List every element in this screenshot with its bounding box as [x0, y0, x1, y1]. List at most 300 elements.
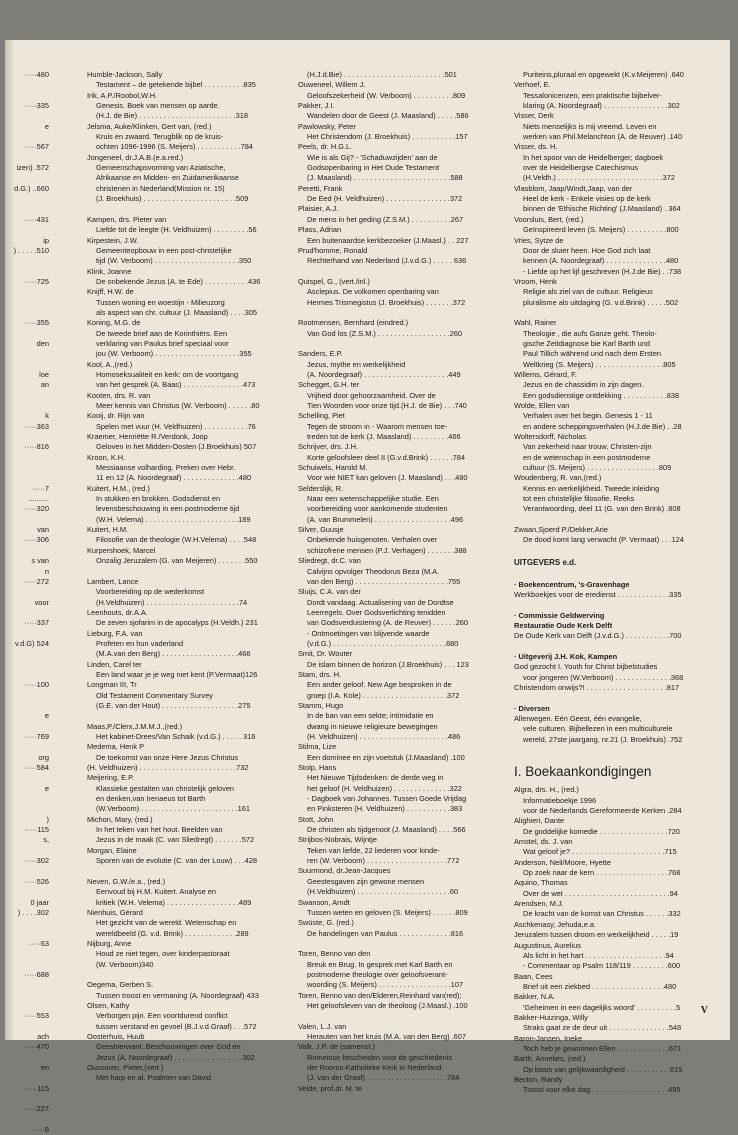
index-page-ref: v.d.G) 524 — [15, 638, 49, 648]
index-entry-author: Neven, G.W./e.a., (red.) — [87, 876, 166, 886]
line-spacer — [514, 745, 714, 755]
index-page-ref: ·····7 — [32, 483, 49, 493]
index-entry-author: Strijbos-Nobrais, Wijntje — [298, 835, 377, 845]
index-entry-title: verklaring van Paulus brief speciaal voor — [96, 338, 229, 348]
index-entry-author: Knijff, H.W. de — [87, 287, 134, 297]
index-entry-author: Pakker, J.I. — [298, 101, 335, 111]
index-entry-author: Medema, Henk P — [87, 742, 145, 752]
line-spacer — [514, 693, 714, 703]
index-entry-title: Theologie , die aufs Ganze geht. Theolo- — [523, 328, 657, 338]
line-spacer — [5, 1094, 49, 1104]
line-spacer — [5, 887, 49, 897]
line-spacer — [5, 991, 49, 1001]
index-entry-title: Korte geloofsleer deel II (G.v.d.Brink) . . . . . .784 — [307, 452, 466, 462]
line-spacer — [5, 866, 49, 876]
index-page-ref: ·····355 — [24, 318, 49, 328]
index-page-ref: ·····553 — [24, 1011, 49, 1021]
line-spacer — [514, 600, 714, 610]
index-entry-title: Het Nieuwe Tijdsdenken: de derde weg in — [307, 773, 444, 783]
index-page-ref: ip — [43, 235, 49, 245]
index-entry-author: Oussoren, Pieter,(vert.) — [87, 1063, 164, 1072]
index-page-ref: ·····100 — [24, 680, 49, 690]
index-entry-title: Wie is als Gij? - 'Schaduwzijden' aan de — [307, 152, 438, 162]
index-entry-title: Hermes Trismegistus (J. Broekhuis) . . . . . . .372 — [307, 297, 466, 307]
index-entry-author: Rootmensen, Bernhard (eindred.) — [298, 318, 409, 328]
index-entry-title: De tweede brief aan de Korinthiërs. Een — [96, 328, 228, 338]
index-entry-title: Over de wet . . . . . . . . . . . . . . . . . . . . . . . . . .94 — [523, 888, 678, 898]
index-entry-title: schizofrene mensen (P.J. Verhagen) . . . . . . .388 — [307, 545, 467, 555]
index-entry-author: Lieburg, F.A. van — [87, 628, 143, 638]
index-page-ref: ) — [46, 814, 49, 824]
index-entry-title: Vrijheid door gehoorzaamheid. Over de — [307, 390, 436, 400]
line-spacer — [5, 204, 49, 214]
index-entry-title: 'Geheimen in een dagelijks woord' . . . . . . . . . .5 — [523, 1002, 681, 1012]
index-entry-author: Leenhouts, dr.A.A. — [87, 607, 148, 617]
index-entry-author: Plaisier, A.J. — [298, 204, 339, 214]
index-entry-title: De handelingen van Paulus . . . . . . . . . . . . .816 — [307, 928, 464, 938]
index-entry-author: Kuitert, H.M. — [87, 525, 129, 535]
index-column-3 — [514, 70, 714, 1096]
section-heading: UITGEVERS e.d. — [514, 558, 577, 568]
line-spacer — [5, 629, 49, 639]
index-entry-title: en denken,van Irenaeus tot Barth — [96, 794, 206, 804]
index-entry-author: Meijering, E.P. — [87, 773, 135, 783]
index-entry-author: Verhoef, E. — [514, 80, 551, 90]
index-entry-title: over de Heidelbergse Catechismus — [523, 163, 639, 173]
index-entry-title: voorbereiding voor aankomende studenten — [307, 504, 448, 514]
index-entry-title: Voor wie NIET kan geloven (J. Maasland) . . .480 — [307, 473, 468, 483]
index-entry-author: Schegget, G.H. ter — [298, 380, 360, 390]
index-entry-author: Stott, John — [298, 814, 334, 824]
index-entry-title: Old Testament Commentary Survey — [96, 690, 213, 700]
index-page-ref: van — [37, 525, 49, 535]
index-entry-author: Ouweneel, Willem J. — [298, 80, 366, 90]
line-spacer — [5, 918, 49, 928]
index-entry-title: Onzalig Jeruzalem (G. van Meijeren) . . . . . . .550 — [96, 556, 258, 566]
index-entry-title: Kennis en werkelijkheid. Tweede inleiding — [523, 483, 660, 493]
index-entry-author: Becton, Randy — [514, 1074, 563, 1084]
line-spacer — [514, 546, 714, 556]
line-spacer — [514, 515, 714, 525]
index-entry-author: Stolp, Hans — [298, 763, 337, 773]
publisher-heading: · Uitgeverij J.H. Kok, Kampen — [514, 651, 618, 661]
line-spacer — [5, 701, 49, 711]
index-entry-author: Schrijver, drs. J.H. — [298, 442, 358, 452]
line-spacer — [298, 308, 494, 318]
line-spacer — [5, 846, 49, 856]
index-entry-author: Kroon, K.H. — [87, 452, 126, 462]
index-page-ref: den — [36, 338, 49, 348]
index-entry-title: Weltkrieg (S. Meijers) . . . . . . . . . . . . . . . . .805 — [523, 359, 676, 369]
line-spacer — [5, 453, 49, 463]
index-entry-title: Filosofie van de theologie (W.H.Velema) . . . .548 — [96, 535, 257, 545]
index-entry-author: Kooten, drs. R. van — [87, 390, 151, 400]
index-page-ref: ·····115 — [24, 825, 49, 835]
index-entry-title: gische Zeitdiagnose bie Karl Barth und — [523, 338, 650, 348]
index-entry-title: groep (I.A. Kole) . . . . . . . . . . . . . . . . . . . . .372 — [307, 690, 460, 700]
index-entry-author: Jongeneel, dr.J.A.B.(e.a.red.) — [87, 152, 184, 162]
section-heading: I. Boekaankondigingen — [514, 764, 652, 780]
publisher-heading: · Boekencentrum, 's-Gravenhage — [514, 579, 630, 589]
index-entry-title: (W. Verboom)340 — [96, 959, 154, 969]
index-column-2 — [298, 70, 494, 1094]
publisher-heading: · Commissie Geldwerving — [514, 610, 605, 620]
line-spacer — [5, 111, 49, 121]
index-page-ref: ·····115 — [24, 1083, 49, 1093]
index-entry-title: De goddelijke komedie . . . . . . . . . . . . . . . . .720 — [523, 826, 680, 836]
index-entry-author: Baan, Cees — [514, 971, 553, 981]
index-entry-author: Bakker, N.A. — [514, 992, 556, 1002]
line-spacer — [5, 794, 49, 804]
index-entry-title: (W.Verboom) . . . . . . . . . . . . . . . . . . . . . . . .161 — [96, 804, 251, 814]
index-entry-title: voor de Nederlands Gereformeerde Kerken .284 — [523, 806, 682, 816]
index-entry-author: Morgan, Elaine — [87, 845, 137, 855]
line-spacer — [5, 298, 49, 308]
line-spacer — [5, 670, 49, 680]
line-spacer — [5, 329, 49, 339]
index-page-ref: d.G.) ..660 — [14, 183, 49, 193]
index-entry-title: wereldbeeld (G. v.d. Brink) . . . . . . . . . . . . .289 — [96, 928, 249, 938]
index-entry-title: Herauten van het kruis (M.A. van den Berg) .607 — [307, 1031, 466, 1041]
index-entry-title: Geloven in het Midden-Oosten (J.Broekhuis) 507 — [96, 442, 257, 452]
index-entry-title: Profeten en hun vaderland — [96, 638, 184, 648]
line-spacer — [5, 1022, 49, 1032]
index-entry-title: Geestverwant. Beschouwingen over God en — [96, 1042, 241, 1052]
index-entry-title: Paul Tillich während und nach dem Ersten — [523, 349, 662, 359]
line-spacer — [5, 391, 49, 401]
index-entry-author: Lambert, Lance — [87, 576, 139, 586]
index-entry-title: Romeinse bescheiden voor de geschiedenis — [307, 1052, 453, 1062]
index-entry-author: Irik, A.P./Roobol,W.H. — [87, 90, 158, 100]
index-entry-author: Vries, Sytze de — [514, 235, 564, 245]
index-entry-author: Christendom onwijs?! . . . . . . . . . . . . . . . . . . . .817 — [514, 682, 680, 692]
index-entry-title: Gemeenschapsvorming van Aziatische, — [96, 163, 226, 173]
index-entry-title: Met harp en al. Psalmen van David — [96, 1073, 212, 1083]
index-entry-title: Tussen weten en geloven (S. Meijers) . . . . . .809 — [307, 907, 468, 917]
index-page-ref: ·····480 — [24, 70, 49, 79]
index-entry-title: Verhalen over het begin. Genesis 1 - 11 — [523, 411, 653, 421]
index-entry-author: Toren, Benno van den — [298, 949, 371, 959]
index-entry-title: (H. Veldhuizen) . . . . . . . . . . . . . . . . . . . . . .486 — [307, 732, 461, 741]
index-page-ref: ·····8 — [32, 1125, 49, 1135]
index-page-ref: e — [44, 121, 49, 131]
index-entry-title: Wat geloof je? . . . . . . . . . . . . . . . . . . . . . . .715 — [523, 847, 677, 857]
line-spacer — [5, 980, 49, 990]
line-spacer — [5, 515, 49, 525]
index-entry-title: Puriteins,pluraal en opgewekt (K.v.Meijeren) .640 — [523, 70, 684, 79]
line-spacer — [298, 267, 494, 277]
index-entry-author: Visser, Derk — [514, 111, 554, 121]
index-entry-title: Geloofszekerheid (W. Verboom) . . . . . . . . . .809 — [307, 90, 466, 100]
index-entry-title: (H.Veldhuizen) . . . . . . . . . . . . . . . . . . . . . . .60 — [307, 887, 459, 897]
index-page-ref: 0 jaar — [30, 897, 49, 907]
index-entry-title: (M.A.van den Berg) . . . . . . . . . . . . . . . . . . .466 — [96, 649, 251, 659]
index-entry-title: Verantwoording, deel 11 (G. van den Brink) .808 — [523, 504, 681, 514]
line-spacer — [514, 569, 714, 579]
index-entry-title: Informatieboekje 1996 — [523, 795, 597, 805]
index-entry-title: ochten 1096-1996 (S. Meijers) . . . . . . . . . . .784 — [96, 142, 253, 152]
index-entry-author: Klink, Joanne — [87, 266, 132, 276]
index-entry-title: Een buitenaardse kerkbezoeker (J.Maasl.) . . 227 — [307, 235, 469, 245]
index-entry-author: Longman III, Tr — [87, 680, 137, 690]
index-page-ref: ·····567 — [24, 142, 49, 152]
index-entry-title: vele culturen. Bijbellezen in een multiculturele — [523, 724, 673, 734]
index-entry-author: Velde, prof.dr. M. te — [298, 1083, 363, 1093]
index-entry-author: Oosterhuis, Huub — [87, 1031, 145, 1041]
index-entry-title: Verborgen pijn. Een voortdurend conflict — [96, 1011, 228, 1021]
index-entry-title: Meer kennis van Christus (W. Verboom) . . . . . .80 — [96, 401, 260, 410]
line-spacer — [514, 642, 714, 652]
index-page-ref: ·····337 — [24, 618, 49, 628]
index-entry-title: dwang in nieuwe religieuze bewegingen — [307, 721, 438, 731]
index-entry-title: tot een christelijke filosofie. Reeks — [523, 494, 635, 504]
index-entry-title: tussen verstand en gevoel (B.J.v.d.Graaf) . . .572 — [96, 1021, 257, 1031]
line-spacer — [87, 711, 282, 721]
index-entry-title: Religie als ziel van de cultuur. Religieus — [523, 287, 653, 297]
index-page-ref: ·····725 — [24, 276, 49, 286]
index-entry-author: God gezocht I. Youth for Christ bijbelstudies — [514, 662, 658, 672]
line-spacer — [5, 91, 49, 101]
index-entry-author: Michon, Mary, (red.) — [87, 814, 153, 824]
line-spacer — [5, 153, 49, 163]
index-entry-author: Arendsen, M.J. — [514, 899, 564, 909]
index-entry-title: (H.J. de Bie) . . . . . . . . . . . . . . . . . . . . . . . .318 — [96, 111, 248, 121]
index-entry-author: Pawlowsky, Peter — [298, 121, 356, 131]
index-page-ref: ·····816 — [24, 442, 49, 452]
index-entry-title: Godsopenbaring in Het Oude Testament — [307, 163, 440, 173]
index-page-ref: voor — [34, 597, 49, 607]
index-entry-title: het geloof (H. Veldhuizen) . . . . . . . . . . . . . .322 — [307, 783, 462, 793]
index-entry-author: Barth, Annelies, (red.) — [514, 1054, 586, 1064]
index-entry-title: (A. van Brummelen) . . . . . . . . . . . . . . . . . . .496 — [307, 514, 464, 524]
line-spacer — [5, 691, 49, 701]
index-page-ref: loe — [39, 369, 49, 379]
index-entry-title: postmoderne theologie over geloofsverant- — [307, 969, 448, 979]
index-entry-author: Schelling, Piet — [298, 411, 345, 421]
line-spacer — [298, 1011, 494, 1021]
line-spacer — [5, 132, 49, 142]
index-entry-title: Voorbereiding op de wederkomst — [96, 587, 205, 597]
index-entry-title: - Commentaar op Psalm 118/119 . . . . . . . . .600 — [523, 961, 681, 971]
line-spacer — [5, 473, 49, 483]
index-entry-title: levensbeschouwing in een postmoderne tijd — [96, 504, 240, 514]
index-entry-author: Selderslijk, R. — [298, 483, 344, 493]
index-entry-title: Houd ze niet tegen, over kinderpastoraat — [96, 949, 230, 959]
line-spacer — [298, 939, 494, 949]
line-spacer — [5, 432, 49, 442]
index-entry-title: (A. Noordegraaf) . . . . . . . . . . . . . . . . . . . . .449 — [307, 369, 461, 379]
index-entry-author: Jelsma, Auke/Klinken, Gert van, (red.) — [87, 121, 212, 131]
publisher-heading: · Diversen — [514, 703, 550, 713]
index-entry-author: Maas,P./Clerx,J.M.M.J.,(red.) — [87, 721, 183, 731]
line-spacer — [5, 194, 49, 204]
index-entry-author: Sluijs, C.A. van der — [298, 587, 361, 597]
index-entry-author: Olsen, Kathy — [87, 1000, 130, 1010]
index-entry-title: Op zoek naar de kern . . . . . . . . . . . . . . . . . .768 — [523, 868, 681, 878]
index-page-ref: ·····302 — [24, 856, 49, 866]
index-entry-title: als aspect van chr. cultuur (J. Maasland) . . . .305 — [96, 307, 258, 317]
index-page-ref: ·····306 — [24, 535, 49, 545]
index-entry-author: Nijburg, Anne — [87, 938, 132, 948]
index-page-ref: ·····335 — [24, 101, 49, 111]
index-entry-author: Stilma, Lize — [298, 742, 337, 752]
index-entry-title: Wandelen door de Geest (J. Maasland) . . . . .586 — [307, 111, 469, 121]
index-entry-author: Humble-Jackson, Sally — [87, 70, 163, 79]
index-entry-author: Allerwegen. Eén Geest, één evangelie, — [514, 713, 642, 723]
index-entry-author: Peretti, Frank — [298, 183, 343, 193]
index-entry-title: Een dominee en zijn voetstuk (J.Maasland) .100 — [307, 752, 465, 762]
line-spacer — [298, 339, 494, 349]
index-entry-author: Willems, Gérard, F. — [514, 369, 577, 379]
index-entry-title: Straks gaat ze de deur uit . . . . . . . . . . . . . . .548 — [523, 1023, 682, 1033]
index-entry-author: Toren, Benno van den/Elderen,Reinhard van(red); — [298, 990, 462, 1000]
line-spacer — [5, 463, 49, 473]
index-page-ref: en — [40, 1063, 49, 1072]
index-entry-title: van Godsverduistering (A. de Reuver) . . . . . .260 — [307, 618, 469, 628]
line-spacer — [5, 360, 49, 370]
index-entry-title: klaring (A. Noordegraaf) . . . . . . . . . . . . . . . .302 — [523, 101, 680, 111]
line-spacer — [5, 722, 49, 732]
index-entry-title: (v.d.G.) . . . . . . . . . . . . . . . . . . . . . . . . . . . .680 — [307, 638, 459, 648]
index-entry-title: Jezus in de maak (C. van Sliedregt) . . . . . . .572 — [96, 835, 255, 845]
index-page-ref: ·····227 — [24, 1104, 49, 1114]
index-entry-author: Sliedregt, dr.C. van — [298, 556, 361, 566]
index-entry-title: Jezus en de chassidim in zijn dagen. — [523, 380, 644, 390]
index-entry-author: Peels, dr. H.G.L. — [298, 142, 353, 152]
line-spacer — [5, 773, 49, 783]
index-entry-title: Niets menselijks is mij vreemd. Leven en — [523, 121, 657, 131]
line-spacer — [5, 804, 49, 814]
index-entry-title: Breuk en Brug. In gesprek met Karl Barth en — [307, 959, 453, 969]
index-entry-title: cultuur (S. Meijers) . . . . . . . . . . . . . . . . . .809 — [523, 463, 672, 473]
index-entry-title: Spelen met vuur (H. Veldhuizen) . . . . . . . . . . .76 — [96, 421, 256, 431]
line-spacer — [5, 1115, 49, 1125]
index-entry-title: (G.E. van der Hout) . . . . . . . . . . . . . . . . . . .275 — [96, 700, 251, 710]
index-entry-title: (H.Veldh.) . . . . . . . . . . . . . . . . . . . . . . . . . .372 — [523, 173, 675, 183]
line-spacer — [5, 546, 49, 556]
index-entry-title: Testament – de getekende bijbel . . . . . . . . . .835 — [96, 80, 256, 90]
index-entry-title: - Liefde op het lijf geschreven (H.J.de Bie) . .738 — [523, 266, 682, 276]
index-entry-title: In het spoor van de Heidelberger; dagboek — [523, 152, 664, 162]
index-entry-author: Vroom, Henk — [514, 276, 557, 286]
index-entry-title: Gemeenteopbouw in een post-christelijke — [96, 245, 232, 255]
line-spacer — [5, 587, 49, 597]
index-entry-title: van het gesprek (A. Baas) . . . . . . . . . . . . . . .473 — [96, 380, 256, 390]
line-spacer — [5, 660, 49, 670]
index-page — [5, 40, 730, 1135]
index-entry-title: Teken van liefde, 22 liederen voor kinde- — [307, 845, 440, 855]
index-page-ref: org — [38, 752, 49, 762]
index-entry-title: (J. Maasland) . . . . . . . . . . . . . . . . . . . . . . . .588 — [307, 173, 463, 183]
index-page-ref: ·····431 — [24, 214, 49, 224]
index-entry-title: Genesis. Boek van mensen op aarde. — [96, 101, 220, 111]
index-entry-title: Tussen troost en vermaning (A. Noordegraaf) 433 — [96, 990, 259, 1000]
index-entry-title: Calvijns opvolger Theodorus Beza (M.A. — [307, 566, 440, 576]
line-spacer — [5, 949, 49, 959]
index-page-ref: ·····526 — [24, 876, 49, 886]
line-spacer — [5, 742, 49, 752]
index-entry-title: Op basis van gelijkwaardigheid . . . . . . . . . . .615 — [523, 1064, 683, 1074]
line-spacer — [5, 173, 49, 183]
index-entry-title: Leerregels. Over Godsverlichting tenidden — [307, 607, 446, 617]
index-entry-author: Algra, drs. H., (red.) — [514, 785, 579, 795]
index-entry-title: pluralisme als uitdaging (G. v.d.Brink) . . . . .502 — [523, 297, 679, 307]
index-entry-title: Jezus (A. Noordegraaf) . . . . . . . . . . . . . . . . .302 — [96, 1052, 255, 1062]
index-entry-title: jou (W. Verboom) . . . . . . . . . . . . . . . . . . . . .355 — [96, 349, 252, 359]
index-entry-author: Valk, J.P. de (samenst.) — [298, 1042, 375, 1052]
index-entry-title: (W.H. Velema) . . . . . . . . . . . . . . . . . . . . . . .189 — [96, 514, 251, 524]
index-entry-title: en Pinksteren (H. Veldhuizen) . . . . . . . . . . .383 — [307, 804, 463, 814]
index-entry-title: Klassieke gestalten van christelijk geloven — [96, 783, 235, 793]
index-entry-author: Wolde, Ellen van — [514, 401, 570, 410]
index-entry-title: In de ban van een sekte; intimidatie en — [307, 711, 434, 721]
index-entry-author: Prud'homme, Ronald — [298, 245, 368, 255]
index-entry-title: Kruis en zwaard. Terugblik op de kruis- — [96, 132, 224, 142]
index-entry-title: wereld, 27ste jaargang, nr.21 (J. Broekhuis) .752 — [523, 734, 683, 744]
index-entry-title: Asclepius. De volkomen openbaring van — [307, 287, 439, 297]
index-entry-author: Plass, Adrian — [298, 225, 342, 235]
index-entry-title: werken van Phil.Melanchton (A. de Reuver) .140 — [523, 132, 682, 142]
line-spacer — [5, 308, 49, 318]
index-page-ref: s van — [31, 556, 49, 566]
index-column-1 — [87, 70, 282, 1084]
index-entry-title: Tegen de stroom in - Waarom mensen toe- — [307, 421, 448, 431]
page-number: V — [700, 1005, 708, 1016]
line-spacer — [5, 256, 49, 266]
index-entry-title: - Dagboek van Johannes. Tussen Goede Vrijdag — [307, 794, 467, 804]
index-entry-author: Nienhuis, Gérard — [87, 907, 143, 917]
line-spacer — [87, 970, 282, 980]
index-entry-title: (J. Broekhuis) . . . . . . . . . . . . . . . . . . . . . . .509 — [96, 194, 249, 204]
line-spacer — [5, 80, 49, 90]
index-entry-title: tijd (W. Verboom) . . . . . . . . . . . . . . . . . . . . .350 — [96, 256, 252, 266]
index-entry-author: Woudenberg, R. van,(red.) — [514, 473, 602, 483]
index-entry-author: Wahl, Rainer — [514, 318, 557, 328]
index-entry-author: Koning, M.G. de — [87, 318, 141, 328]
index-page-ref: .......... — [28, 494, 49, 504]
index-entry-title: kennen (A. Noordegraaf) . . . . . . . . . . . . . . .480 — [523, 256, 679, 266]
index-entry-title: en andere scheppingsverhalen (H.J.de Bie) . .28 — [523, 421, 682, 431]
line-spacer — [5, 401, 49, 411]
index-entry-author: De Oude Kerk van Delft (J.v.d.G.) . . . . . . . . . . .700 — [514, 631, 682, 641]
index-entry-author: Sanders, E.P. — [298, 349, 343, 359]
index-entry-title: 11 en 12 (A. Noordegraaf) . . . . . . . . . . . . . .480 — [96, 473, 252, 483]
index-entry-author: Alighieri, Dante — [514, 816, 565, 826]
index-entry-title: De zeven sjofarim in de apocalyps (H.Veldh.) 231 — [96, 618, 258, 628]
index-entry-title: woording (S. Meijers) . . . . . . . . . . . . . . . . . .107 — [307, 980, 464, 990]
line-spacer — [5, 1053, 49, 1063]
index-page-ref: ·····363 — [24, 421, 49, 431]
index-entry-title: Toch heb je gewonnen Ellen . . . . . . . . . . . . .671 — [523, 1043, 682, 1053]
index-entry-title: Afrikaanse en Midden- en Zuidamerikaanse — [96, 173, 239, 183]
line-spacer — [5, 225, 49, 235]
line-spacer — [87, 567, 282, 577]
index-page-ref: ach — [37, 1031, 49, 1041]
index-page-ref: ·····272 — [24, 576, 49, 586]
index-page-ref: e — [44, 783, 49, 793]
index-entry-title: Een land waar je je weg niet kent (P.Vermaat)126 — [96, 669, 258, 679]
index-entry-title: De onbekende Jezus (A. te Ede) . . . . . . . . . . .436 — [96, 276, 261, 286]
index-entry-author: Smit, Dr. Wouter — [298, 649, 353, 659]
index-entry-author: Anderson, Neil/Moore, Hyette — [514, 857, 611, 867]
index-entry-title: Geestesgaven zijn gewone mensen — [307, 876, 425, 886]
index-entry-author: Baron-Jansen, Ineke — [514, 1033, 583, 1043]
line-spacer — [5, 267, 49, 277]
index-page-ref: ·····63 — [28, 938, 49, 948]
index-entry-title: van den Berg) . . . . . . . . . . . . . . . . . . . . . . .755 — [307, 576, 461, 586]
line-spacer — [87, 866, 282, 876]
index-entry-author: Voorsluis, Bert, (red.) — [514, 214, 584, 224]
